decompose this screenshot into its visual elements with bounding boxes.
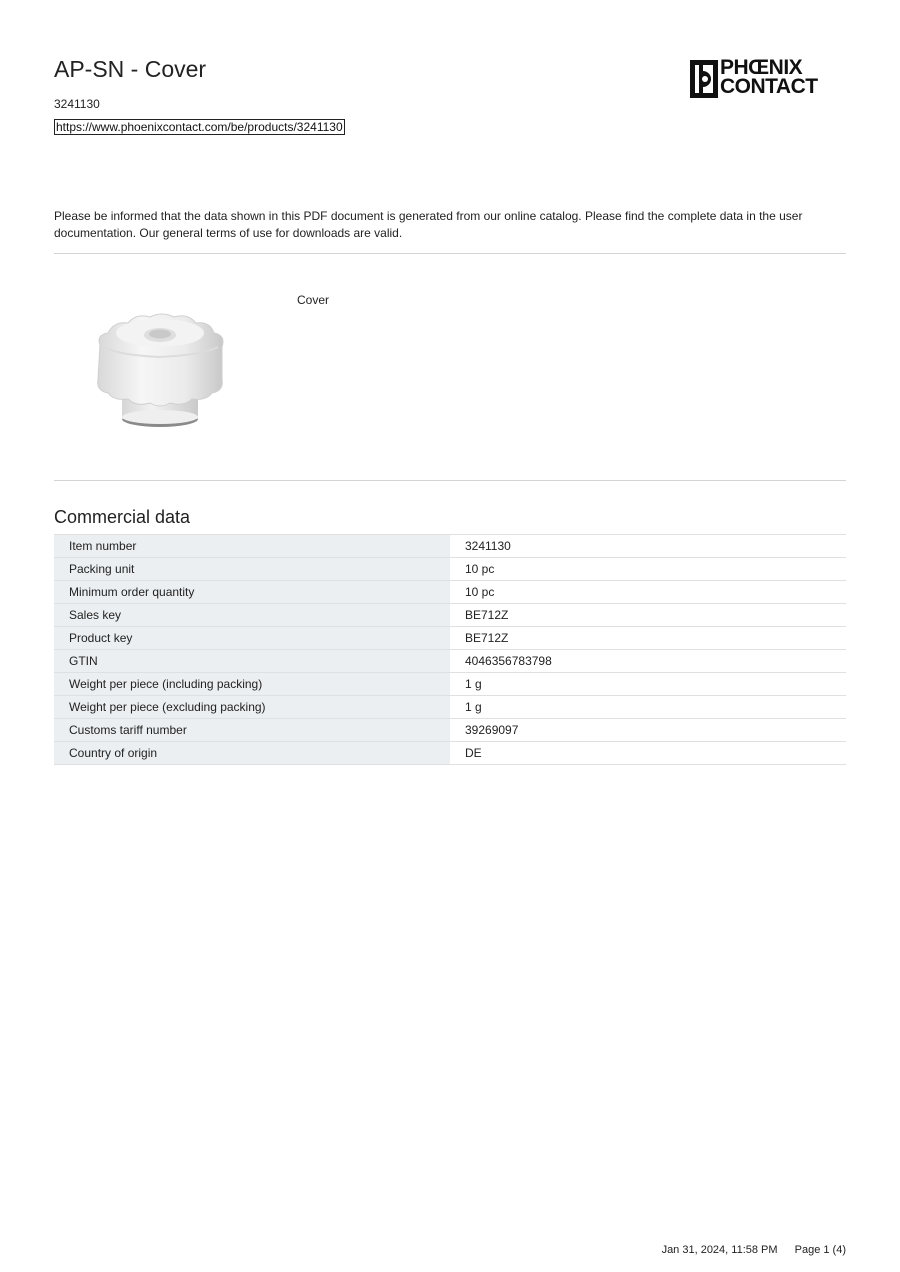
footer-timestamp: Jan 31, 2024, 11:58 PM — [661, 1244, 778, 1256]
row-value: 1 g — [450, 673, 846, 696]
table-row — [54, 719, 846, 742]
item-code: 3241130 — [54, 97, 100, 111]
row-value: 3241130 — [450, 535, 846, 558]
row-value: 10 pc — [450, 581, 846, 604]
table-row — [54, 581, 846, 604]
row-label: Customs tariff number — [54, 719, 450, 742]
table-row — [54, 673, 846, 696]
row-label: Weight per piece (including packing) — [54, 673, 450, 696]
table-row — [54, 650, 846, 673]
product-caption: Cover — [297, 293, 330, 307]
page-footer — [662, 1244, 846, 1256]
row-value: BE712Z — [450, 627, 846, 650]
product-url-link[interactable]: https://www.phoenixcontact.com/be/products/3241130 — [56, 120, 343, 134]
table-row — [54, 742, 846, 765]
row-value: DE — [450, 742, 846, 765]
cover-cap-icon — [88, 305, 238, 435]
row-label: Packing unit — [54, 558, 450, 581]
footer-page-number: Page 1 (4) — [794, 1244, 846, 1256]
commercial-data-table — [54, 534, 846, 765]
row-value: 1 g — [450, 696, 846, 719]
divider-bottom — [54, 480, 846, 481]
logo-mark-icon — [690, 60, 718, 98]
product-image — [88, 305, 238, 435]
row-label: Country of origin — [54, 742, 450, 765]
table-row — [54, 604, 846, 627]
table-row — [54, 558, 846, 581]
table-row — [54, 627, 846, 650]
row-value: 10 pc — [450, 558, 846, 581]
row-label: Sales key — [54, 604, 450, 627]
divider-top — [54, 253, 846, 254]
row-value: 4046356783798 — [450, 650, 846, 673]
logo-wordmark — [720, 58, 818, 96]
row-value: 39269097 — [450, 719, 846, 742]
logo-line-2: CONTACT — [720, 75, 818, 98]
row-label: GTIN — [54, 650, 450, 673]
row-label: Minimum order quantity — [54, 581, 450, 604]
row-label: Product key — [54, 627, 450, 650]
table-row — [54, 696, 846, 719]
page-title: AP-SN - Cover — [54, 56, 207, 82]
commercial-data-body — [54, 535, 846, 765]
phoenix-contact-logo — [690, 58, 846, 100]
row-value: BE712Z — [450, 604, 846, 627]
catalog-notice: Please be informed that the data shown in this PDF document is generated from our online catalog. Please find the complete data in the user documentation. Our general terms of use for downloads are valid. — [54, 209, 803, 240]
section-title-commercial: Commercial data — [54, 507, 191, 527]
logo-line-1: PHŒNIX — [720, 56, 803, 79]
table-row — [54, 535, 846, 558]
row-label: Weight per piece (excluding packing) — [54, 696, 450, 719]
row-label: Item number — [54, 535, 450, 558]
